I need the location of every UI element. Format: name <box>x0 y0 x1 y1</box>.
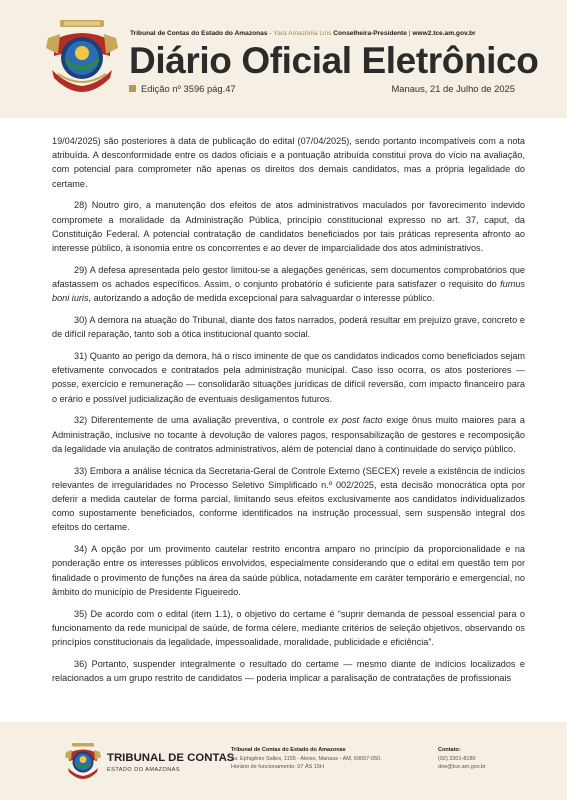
paragraph-30: 30) A demora na atuação do Tribunal, diante dos fatos narrados, poderá resultar em prejuízo grave, concreto e de difícil reparação, tanto sob a ótica institucional quanto social. <box>52 315 525 340</box>
footer-crest-icon <box>64 742 102 780</box>
paragraph-34: 34) A opção por um provimento cautelar restrito encontra amparo no princípio da proporcionalidade e na ponderação entre os interesses públicos envolvidos, especialmente considerando que o edital em questão tem por finalidade o provimento de funções na área da saúde pública, notadamente em caráter temporário e emergencial, no âmbito do município de Presidente Figueiredo. <box>52 544 525 597</box>
edition-label: Edição nº 3596 pág.47 <box>141 83 236 94</box>
tribunal-crest-icon <box>44 18 120 94</box>
footer-address-line: Av. Ephigênio Salles, 1155 - Aleixo, Manaus - AM, 69057-050. <box>231 755 382 762</box>
publication-date: Manaus, 21 de Julho de 2025 <box>391 83 515 94</box>
footer-address-title: Tribunal de Contas do Estado do Amazonas <box>231 747 346 753</box>
footer-logo-subtitle: ESTADO DO AMAZONAS <box>107 767 181 773</box>
paragraph-32-tail: exige ônus muito maiores para a Administração, inclusive no tocante à devolução de valores pagos, responsabilização de gestores e recomposição da legalidade via anulação de contratos administrativos, além de potencial dano à continuidade do serviço público. <box>52 415 525 454</box>
page-header <box>0 0 567 118</box>
paragraph-29-tail: , autorizando a adoção de medida excepcional para salvaguardar o interesse público. <box>88 293 435 304</box>
paragraph-32-latin-term: ex post facto <box>328 415 383 426</box>
paragraph-28: 28) Noutro giro, a manutenção dos efeitos de atos administrativos maculados por favorecimento indevido compromete a moralidade da Administração Pública, princípio constitucional expresso no art. 37, caput, da Constituição Federal. A potencial contratação de candidatos beneficiados por tais práticas representa afronto ao interesse público, à isonomia entre os concorrentes e ao dever de imparcialidade dos atos administrativos. <box>52 200 525 254</box>
paragraph-31: 31) Quanto ao perigo da demora, há o risco iminente de que os candidatos indicados como beneficiados sejam efetivamente convocados e contratados pela administração municipal. Caso isso ocorra, os atos posteriores — posse, exercício e remuneração — consolidarão situações jurídicas de difícil reversão, com impacto financeiro para o erário e possível judicialização de eventuais desligamentos futuros. <box>52 351 525 404</box>
paragraph-35: 35) De acordo com o edital (item 1.1), o objetivo do certame é “suprir demanda de pessoal essencial para o funcionamento da rede municipal de saúde, de forma célere, mediante critérios de seleção objetivos, observando os princípios constitucionais da legalidade, impessoalidade, moralidade, publicidade e eficiência”. <box>52 608 525 648</box>
footer-hours: Horário de funcionamento: 07 ÀS 15H <box>231 764 324 771</box>
square-bullet-icon <box>129 85 136 92</box>
tribunal-name: Tribunal de Contas do Estado do Amazonas <box>130 30 268 37</box>
edition-info <box>129 83 236 94</box>
footer-email[interactable]: doe@tce.am.gov.br <box>438 764 486 771</box>
paragraph-27-continued: 19/04/2025) são posteriores à data de publicação do edital (07/04/2025), sendo portanto incompatíveis com a nota atribuída. A desconformidade entre os dados oficiais e a pontuação atribuída constitui prova do vício na avaliação, com potencial para comprometer não apenas os direitos dos demais candidatos, mas a própria legalidade do certame. <box>52 136 525 189</box>
document-body <box>52 134 525 693</box>
president-name: Yara Amazônia Lins <box>273 30 332 37</box>
page-title: Diário Oficial Eletrônico <box>129 40 539 81</box>
footer-address <box>231 746 382 772</box>
footer-phone[interactable]: (92) 3301-8180 <box>438 755 476 762</box>
paragraph-32-text: 32) Diferentemente de uma avaliação preventiva, o controle <box>74 415 329 426</box>
footer-contact <box>438 746 486 772</box>
header-tribunal-line: Tribunal de Contas do Estado do Amazonas - Yara Amazônia Lins Conselheira-Presidente | www2.tce.am.gov.br <box>130 30 476 37</box>
paragraph-36: 36) Portanto, suspender integralmente o resultado do certame — mesmo diante de indícios localizados e relacionados a um grupo restrito de candidatos — poderia implicar a paralisação de contratações de profissionais <box>52 658 525 684</box>
president-role: Conselheira-Presidente <box>333 30 407 37</box>
page-footer <box>0 722 567 800</box>
footer-contact-title: Contato: <box>438 747 461 753</box>
paragraph-29-latin-term: fumus boni iuris <box>52 279 525 304</box>
paragraph-29-text: 29) A defesa apresentada pelo gestor limitou-se a alegações genéricas, sem documentos comprobatórios que afastassem os achados específicos. Assim, o conjunto probatório é suficiente para satisfazer o requisito do <box>52 264 525 290</box>
paragraph-32 <box>52 413 525 456</box>
website-link[interactable]: www2.tce.am.gov.br <box>412 30 476 37</box>
paragraph-29 <box>52 263 525 306</box>
paragraph-33: 33) Embora a análise técnica da Secretaria-Geral de Controle Externo (SECEX) revele a existência de indícios relevantes de irregularidades no Processo Seletivo Simplificado n.º 002/2025, esta decisão monocrática opta por deferir a medida cautelar de forma parcial, limitando seus efeitos exclusivamente aos candidatos individualizados como supostamente beneficiados, conforme identificados na instrução processual, sem suspensão integral dos efeitos do certame. <box>52 465 525 533</box>
footer-logo-title: TRIBUNAL DE CONTAS <box>107 752 235 764</box>
